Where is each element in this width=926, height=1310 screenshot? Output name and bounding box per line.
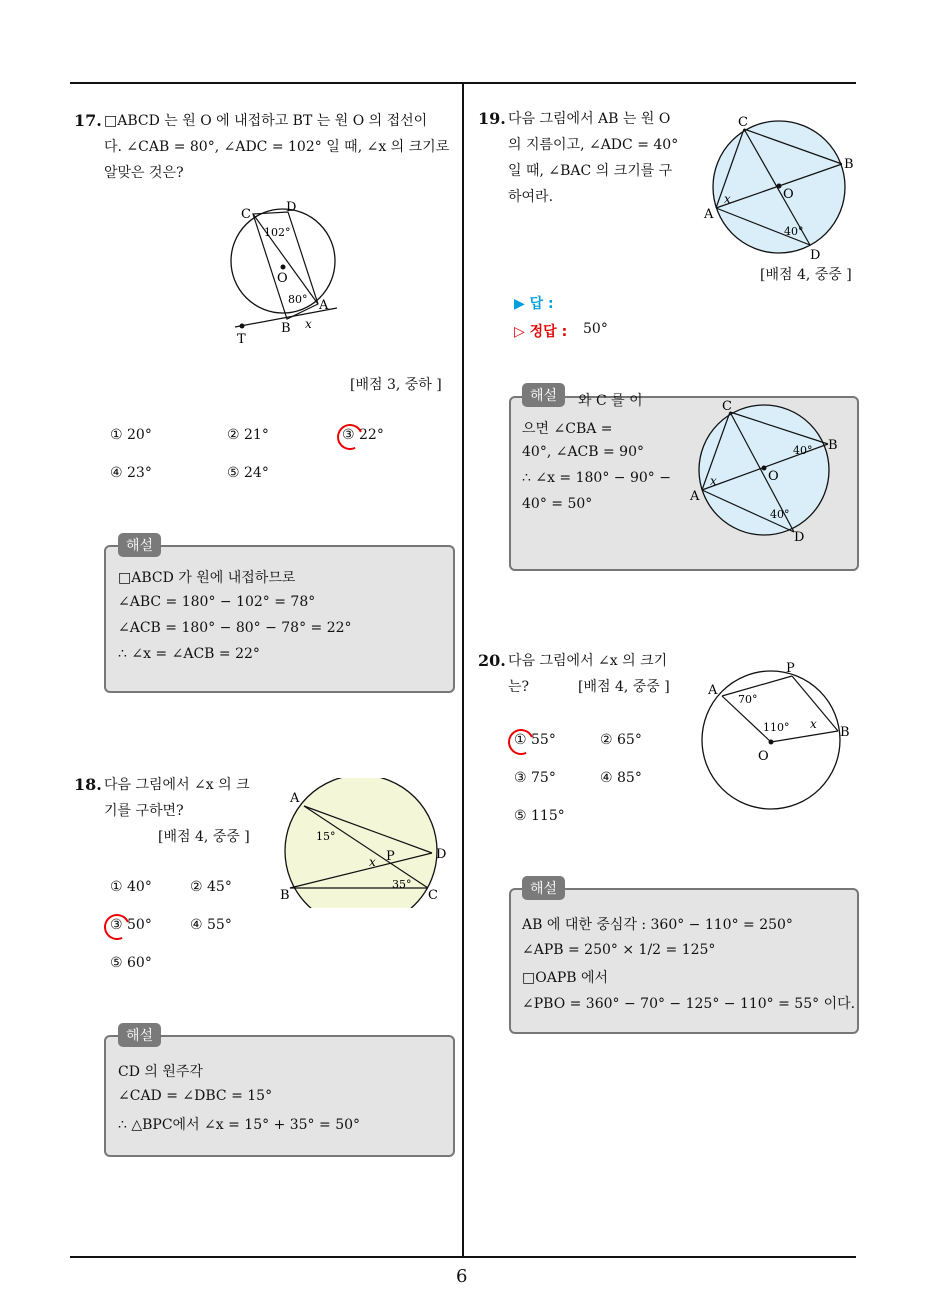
q19-sol-line3: 40°, ∠ACB = 90° (522, 444, 645, 460)
q20-answer-mark (504, 725, 537, 758)
q19-sol-line2: 으면 ∠CBA = (522, 421, 613, 437)
q20-sol-line3: □OAPB 에서 (522, 970, 609, 986)
q20-sol-line1: AB 에 대한 중심각 : 360° − 110° = 250° (522, 917, 793, 933)
q18-line2: 기를 구하면? (104, 803, 184, 819)
q17-choice-3[interactable]: ③ 22° (342, 427, 384, 443)
q17-choice-5[interactable]: ⑤ 24° (227, 465, 269, 481)
q17-solution-tag: 해설 (118, 533, 161, 557)
q20-sol-line2: ∠APB = 250° × 1/2 = 125° (522, 942, 716, 958)
q20-angle-110: 110° (763, 721, 790, 734)
q20-line1: 다음 그림에서 ∠x 의 크기 (508, 653, 668, 669)
q18-sol-line3: ∴ △BPC에서 ∠x = 15° + 35° = 50° (118, 1117, 361, 1133)
q19-line3: 일 때, ∠BAC 의 크기를 구 (508, 163, 673, 179)
q17-answer-mark (333, 420, 366, 453)
q20-label-b: B (840, 725, 850, 740)
q19-correct-value: 50° (583, 321, 608, 337)
q19-sol-label-b: B (828, 438, 838, 453)
q18-choice-1[interactable]: ① 40° (110, 879, 152, 895)
q17-score: [배점 3, 중하 ] (350, 377, 442, 393)
q19-label-c: C (738, 115, 748, 130)
q17-label-a: A (319, 298, 329, 313)
q17-line2: 다. ∠CAB = 80°, ∠ADC = 102° 일 때, ∠x 의 크기로 (104, 139, 450, 155)
q19-label-d: D (810, 248, 821, 263)
q18-label-b: B (280, 888, 290, 903)
q17-angle-80: 80° (288, 293, 308, 306)
q19-solution-tag: 해설 (522, 383, 565, 407)
q17-figure (215, 196, 345, 346)
q18-choice-5[interactable]: ⑤ 60° (110, 955, 152, 971)
q19-sol-angle-40a: 40° (793, 444, 813, 457)
q20-figure (698, 656, 858, 812)
q20-choice-4[interactable]: ④ 85° (600, 770, 642, 786)
q20-score: [배점 4, 중중 ] (578, 679, 670, 695)
q20-line2: 는? (508, 679, 530, 695)
q20-sol-line4: ∠PBO = 360° − 70° − 125° − 110° = 55° 이다. (522, 996, 856, 1012)
q20-label-a: A (708, 683, 718, 698)
center-divider (462, 82, 464, 1258)
q17-label-x: x (305, 317, 312, 331)
q17-choice-4[interactable]: ④ 23° (110, 465, 152, 481)
q17-choice-2[interactable]: ② 21° (227, 427, 269, 443)
q19-label-a: A (704, 207, 714, 222)
q17-label-o: O (277, 271, 288, 286)
q18-number: 18. (74, 775, 102, 794)
q18-solution-tag: 해설 (118, 1023, 161, 1047)
q17-choice-1[interactable]: ① 20° (110, 427, 152, 443)
q20-solution-tag: 해설 (522, 876, 565, 900)
q18-figure (280, 778, 460, 908)
q17-label-c: C (241, 207, 251, 222)
q17-label-t: T (237, 332, 246, 346)
q19-sol-label-a: A (690, 489, 700, 504)
q19-correct-label: ▷ 정답 : (514, 324, 568, 340)
q19-sol-label-o: O (768, 469, 779, 484)
q18-choice-2[interactable]: ② 45° (190, 879, 232, 895)
q19-score: [배점 4, 중중 ] (760, 267, 852, 283)
q18-answer-mark (100, 910, 133, 943)
q17-sol-line1: □ABCD 가 원에 내접하므로 (118, 570, 296, 586)
q20-number: 20. (478, 651, 506, 670)
q19-sol-line5: 40° = 50° (522, 496, 593, 512)
q18-label-x: x (369, 855, 376, 869)
q18-sol-line2: ∠CAD = ∠DBC = 15° (118, 1088, 273, 1104)
q17-label-b: B (281, 321, 291, 336)
q19-sol-label-c: C (722, 399, 732, 414)
q18-label-d: D (436, 847, 447, 862)
q18-choice-3[interactable]: ③ 50° (110, 917, 152, 933)
q20-angle-70: 70° (738, 693, 758, 706)
q17-label-d: D (286, 200, 297, 215)
bottom-rule (70, 1256, 856, 1258)
q17-sol-line4: ∴ ∠x = ∠ACB = 22° (118, 646, 260, 662)
q18-choice-4[interactable]: ④ 55° (190, 917, 232, 933)
q19-label-x: x (724, 192, 731, 206)
q17-sol-line2: ∠ABC = 180° − 102° = 78° (118, 594, 316, 610)
q18-sol-line1: CD 의 원주각 (118, 1064, 203, 1080)
q20-choice-3[interactable]: ③ 75° (514, 770, 556, 786)
q19-solution-figure (688, 398, 846, 548)
q19-sol-label-d: D (794, 530, 805, 545)
q18-line1: 다음 그림에서 ∠x 의 크 (104, 777, 250, 793)
q19-line4: 하여라. (508, 189, 554, 205)
q17-angle-102: 102° (264, 226, 291, 239)
q18-label-p: P (386, 849, 395, 864)
q19-line1: 다음 그림에서 AB 는 원 O (508, 111, 671, 127)
q20-label-p: P (786, 661, 795, 676)
q20-label-o: O (758, 749, 769, 764)
page-number: 6 (456, 1266, 468, 1287)
q20-label-x: x (810, 717, 817, 731)
q19-sol-line4: ∴ ∠x = 180° − 90° − (522, 470, 671, 486)
q17-number: 17. (74, 111, 102, 130)
q17-line1: □ABCD 는 원 O 에 내접하고 BT 는 원 O 의 접선이 (104, 113, 428, 129)
q18-label-a: A (290, 791, 300, 806)
q18-angle-35: 35° (392, 878, 412, 891)
q19-label-o: O (783, 187, 794, 202)
q19-figure (700, 112, 870, 264)
q20-choice-2[interactable]: ② 65° (600, 732, 642, 748)
q19-sol-line1: 와 C 를 이 (578, 393, 643, 409)
q19-number: 19. (478, 109, 506, 128)
q17-sol-line3: ∠ACB = 180° − 80° − 78° = 22° (118, 620, 352, 636)
q19-sol-label-x: x (710, 474, 717, 488)
q17-line3: 알맞은 것은? (104, 165, 184, 181)
q18-label-c: C (428, 888, 438, 903)
q20-choice-5[interactable]: ⑤ 115° (514, 808, 565, 824)
q18-score: [배점 4, 중중 ] (158, 829, 250, 845)
q19-sol-angle-40b: 40° (770, 508, 790, 521)
q19-label-b: B (844, 157, 854, 172)
q19-line2: 의 지름이고, ∠ADC = 40° (508, 137, 679, 153)
q19-answer-label: ▶ 답 : (514, 296, 554, 312)
q20-choice-1[interactable]: ① 55° (514, 732, 556, 748)
q19-angle-40: 40° (784, 225, 804, 238)
q18-angle-15: 15° (316, 830, 336, 843)
